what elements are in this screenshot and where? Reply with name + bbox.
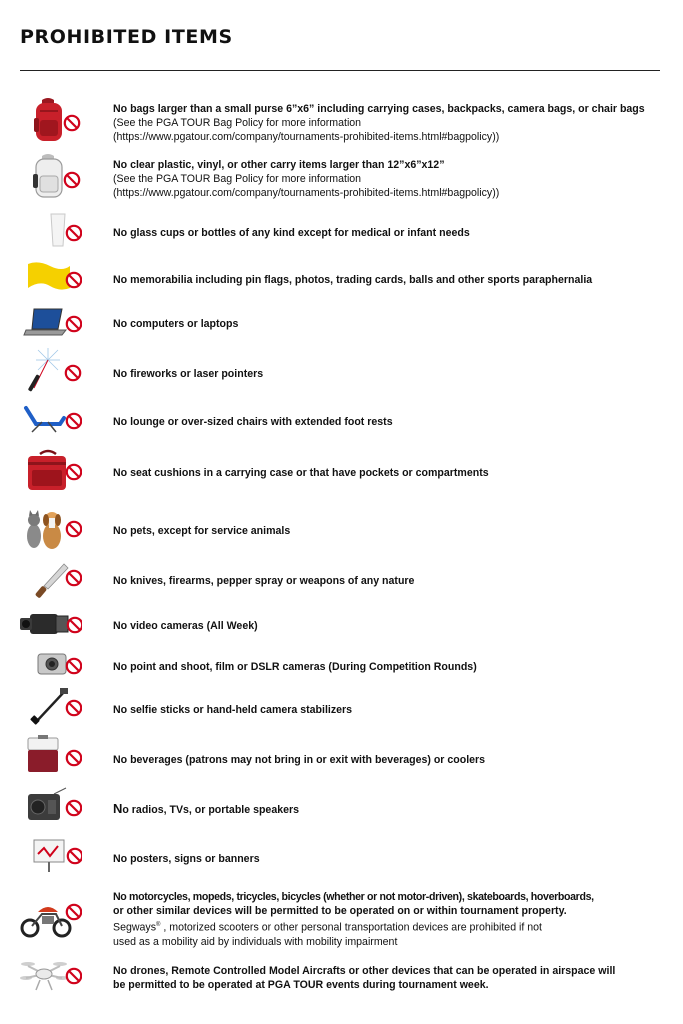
- video-camera-icon: [20, 604, 82, 644]
- title-divider: [20, 70, 660, 71]
- item-text: No seat cushions in a carrying case or that have pockets or compartments: [113, 467, 489, 479]
- item-text: No pets, except for service animals: [113, 525, 291, 537]
- page-title: PROHIBITED ITEMS: [20, 26, 233, 48]
- backpack-red-icon: [20, 96, 82, 146]
- item-text: No video cameras (All Week): [113, 620, 258, 632]
- item-subtext: (See the PGA TOUR Bag Policy for more information: [113, 173, 362, 185]
- point-shoot-camera-icon: [20, 650, 82, 682]
- item-text: No drones, Remote Controlled Model Aircrafts or other devices that can be operated in airspace will: [113, 965, 616, 977]
- item-text-2: be permitted to be operated at PGA TOUR events during tournament week.: [113, 979, 489, 991]
- item-text-initial: N: [113, 801, 123, 816]
- segways-term: Segways: [113, 921, 156, 934]
- item-link[interactable]: (https://www.pgatour.com/company/tournaments-prohibited-items.html#bagpolicy)): [113, 187, 500, 199]
- laptop-icon: [20, 306, 82, 340]
- item-text: No posters, signs or banners: [113, 853, 260, 865]
- item-text: No point and shoot, film or DSLR cameras (During Competition Rounds): [113, 661, 477, 673]
- pets-icon: [20, 504, 82, 552]
- item-text: No fireworks or laser pointers: [113, 368, 264, 380]
- item-text: No clear plastic, vinyl, or other carry items larger than 12”x6”x12”: [113, 159, 445, 171]
- item-link[interactable]: (https://www.pgatour.com/company/tournaments-prohibited-items.html#bagpolicy)): [113, 131, 500, 143]
- lounge-chair-icon: [20, 402, 82, 438]
- item-subtext: , motorized scooters or other personal transportation devices are prohibited if not: [160, 921, 542, 934]
- knife-icon: [20, 560, 82, 600]
- item-subtext: (See the PGA TOUR Bag Policy for more information: [113, 117, 362, 129]
- sign-icon: [20, 836, 82, 874]
- item-text: No lounge or over-sized chairs with extended foot rests: [113, 416, 393, 428]
- item-subtext-2: used as a mobility aid by individuals with mobility impairment: [113, 935, 398, 948]
- backpack-clear-icon: [20, 152, 82, 202]
- item-text: No computers or laptops: [113, 318, 239, 330]
- laser-pointer-icon: [20, 348, 82, 394]
- item-text: o radios, TVs, or portable speakers: [122, 804, 300, 816]
- item-text: No memorabilia including pin flags, photos, trading cards, balls and other sports paraphernalia: [113, 274, 593, 286]
- selfie-stick-icon: [20, 686, 82, 726]
- cooler-icon: [20, 734, 82, 778]
- motorcycle-icon: [20, 890, 82, 942]
- drone-icon: [20, 956, 82, 996]
- radio-icon: [20, 786, 82, 826]
- item-text: No motorcycles, mopeds, tricycles, bicycles (whether or not motor-driven), skateboards, hoverboards,: [113, 891, 594, 903]
- item-text: No glass cups or bottles of any kind except for medical or infant needs: [113, 227, 470, 239]
- registered-mark: ®: [156, 922, 161, 928]
- item-text: No selfie sticks or hand-held camera stabilizers: [113, 704, 353, 716]
- item-text: No beverages (patrons may not bring in or exit with beverages) or coolers: [113, 754, 486, 766]
- glass-cup-icon: [20, 210, 82, 250]
- seat-cushion-case-icon: [20, 446, 82, 496]
- pin-flag-icon: [20, 260, 82, 296]
- item-text: No bags larger than a small purse 6”x6” including carrying cases, backpacks, camera bags, or chair bags: [113, 103, 645, 115]
- item-text: No knives, firearms, pepper spray or weapons of any nature: [113, 575, 415, 587]
- item-text-2: or other similar devices will be permitted to be operated on or within tournament property.: [113, 905, 567, 917]
